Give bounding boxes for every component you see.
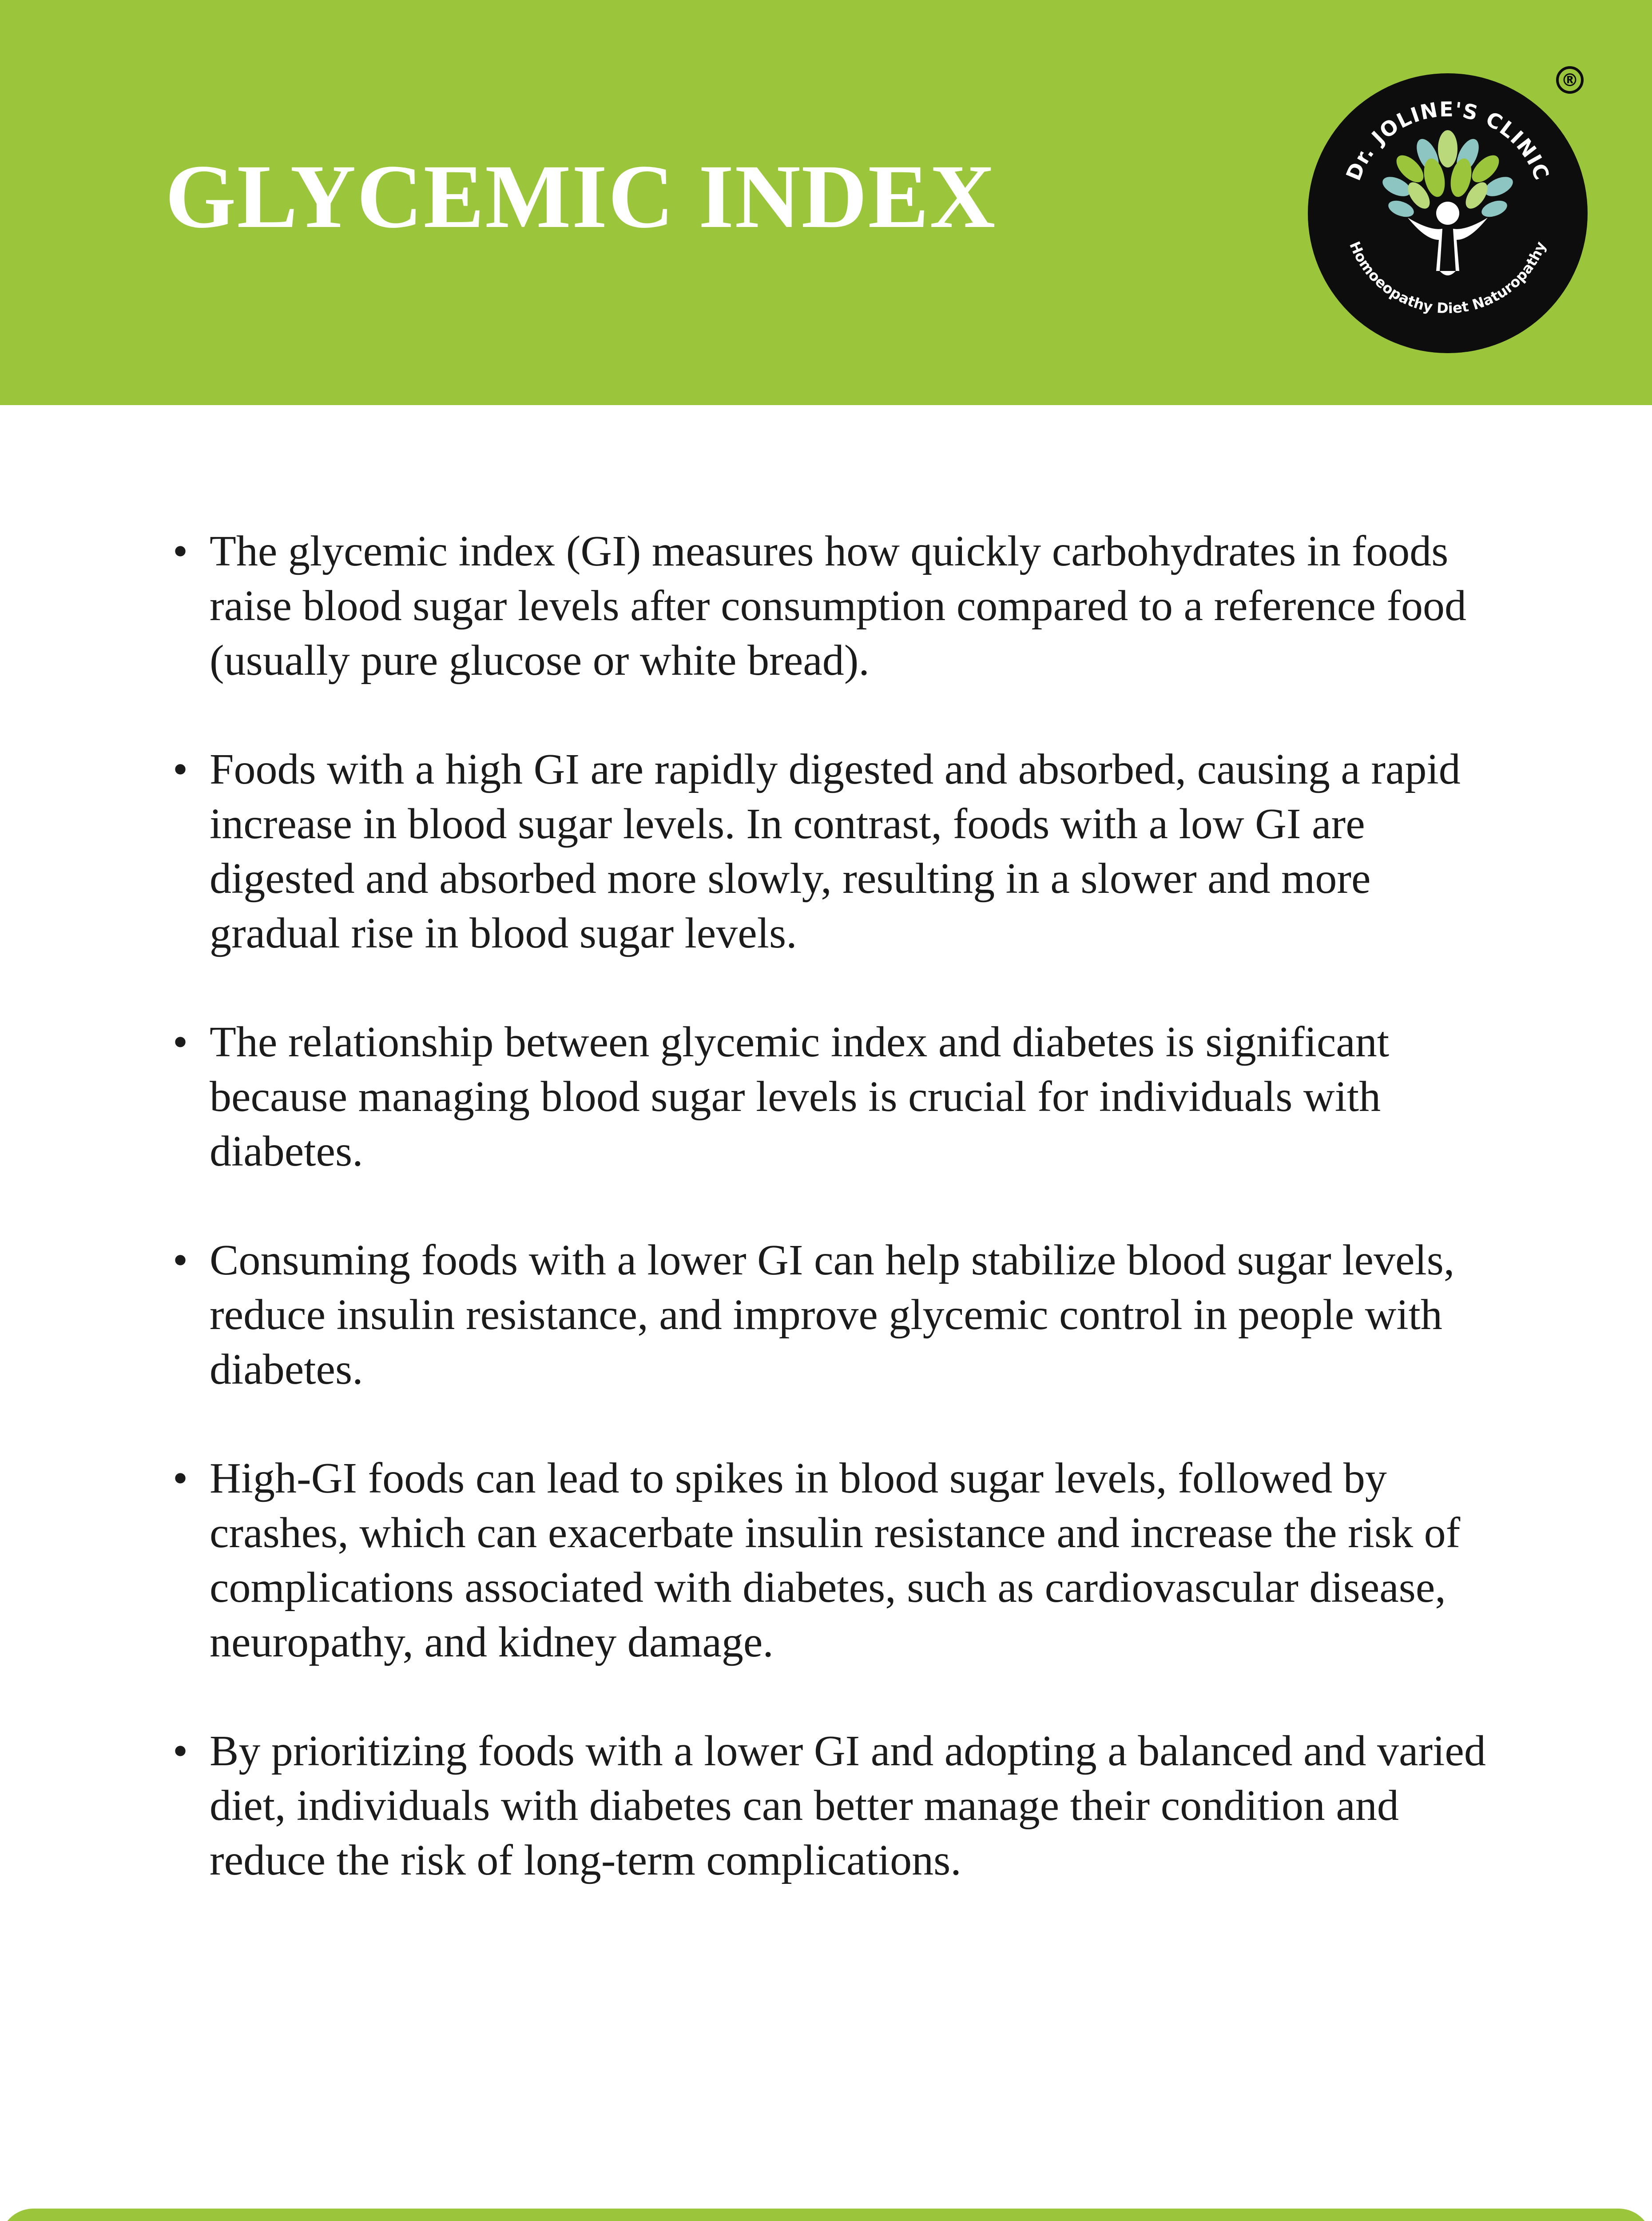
list-item xyxy=(165,742,1506,961)
clinic-tagline: Homoeopathy Diet Naturopathy xyxy=(1346,239,1549,317)
header-banner xyxy=(0,0,1652,405)
bullet-text: The relationship between glycemic index and diabetes is significant because managing blood sugar levels is crucial for individuals with diabetes. xyxy=(210,1018,1390,1175)
bullet-icon: • xyxy=(172,1018,188,1066)
footer-banner xyxy=(0,2209,1652,2221)
registered-mark xyxy=(1557,68,1582,92)
page-title: GLYCEMIC INDEX xyxy=(165,146,997,247)
bullet-icon: • xyxy=(172,1236,188,1284)
clinic-logo xyxy=(1301,62,1594,355)
bullet-text: Consuming foods with a lower GI can help stabilize blood sugar levels, reduce insulin resistance, and improve glycemic control in people with diabetes. xyxy=(210,1236,1455,1393)
bullet-text: Foods with a high GI are rapidly digested and absorbed, causing a rapid increase in blood sugar levels. In contrast, foods with a low GI are digested and absorbed more slowly, resulting in a slower and more gradual rise in blood sugar levels. xyxy=(210,745,1461,957)
list-item xyxy=(165,1724,1506,1888)
bullet-icon: • xyxy=(172,1454,188,1502)
bullet-icon: • xyxy=(172,527,188,575)
list-item xyxy=(165,1233,1506,1397)
bullet-text: The glycemic index (GI) measures how quickly carbohydrates in foods raise blood sugar levels after consumption compared to a reference food (usually pure glucose or white bread). xyxy=(210,527,1466,685)
bullet-text: By prioritizing foods with a lower GI and adopting a balanced and varied diet, individuals with diabetes can better manage their condition and reduce the risk of long-term complications. xyxy=(210,1727,1486,1884)
bullet-icon: • xyxy=(172,745,188,793)
list-item xyxy=(165,524,1506,688)
clinic-name: Dr. JOLINE'S CLINIC xyxy=(1341,97,1554,184)
list-item xyxy=(165,1015,1506,1179)
bullet-text: High-GI foods can lead to spikes in blood sugar levels, followed by crashes, which can exacerbate insulin resistance and increase the risk of complications associated with diabetes, such as cardiovascular disease, neuropathy, and kidney damage. xyxy=(210,1454,1461,1666)
svg-text:®: ® xyxy=(1561,70,1579,91)
bullet-list xyxy=(165,524,1506,1942)
list-item xyxy=(165,1451,1506,1670)
bullet-icon: • xyxy=(172,1727,188,1775)
